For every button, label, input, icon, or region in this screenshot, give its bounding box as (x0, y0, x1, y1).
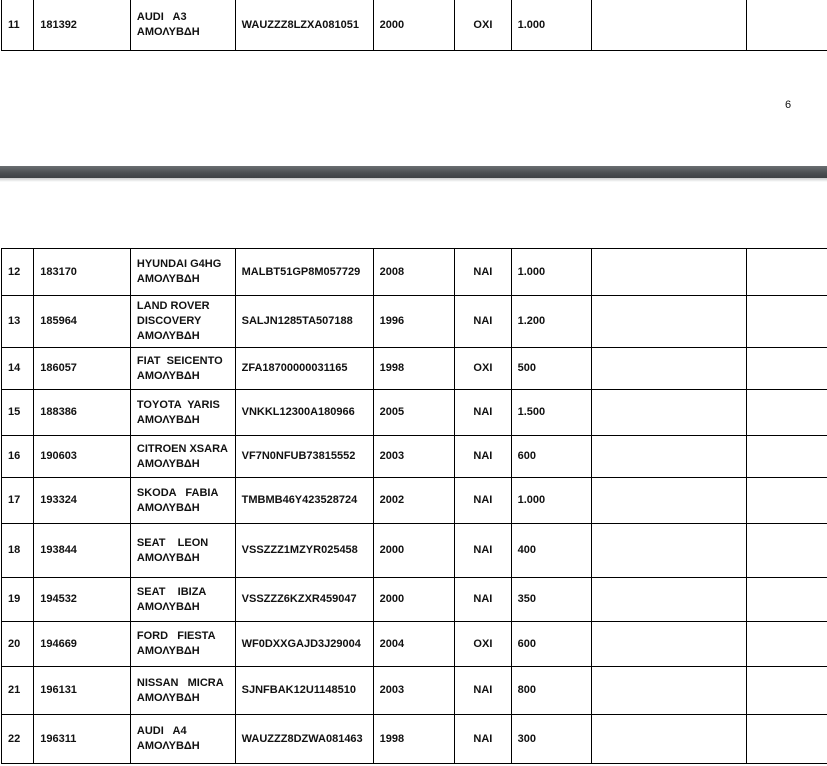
vehicle-vin: VF7N0NFUB73815552 (235, 436, 373, 478)
vehicle-table-bottom (1, 248, 827, 764)
vehicle-code: 190603 (34, 436, 131, 478)
model-line: SEAT IBIZA (136, 585, 207, 598)
model-line: ΑΜΟΛΥΒΔΗ (136, 691, 200, 704)
vehicle-unleaded: ΝΑΙ (455, 296, 511, 348)
vehicle-model (130, 524, 235, 578)
empty-cell (747, 0, 827, 51)
vehicle-model (130, 0, 235, 51)
model-line: ΑΜΟΛΥΒΔΗ (136, 551, 200, 564)
model-line: SEAT LEON (136, 536, 209, 549)
empty-cell (592, 436, 747, 478)
vehicle-unleaded: ΟΧΙ (455, 622, 511, 667)
empty-cell (592, 667, 747, 715)
row-number: 18 (2, 524, 34, 578)
vehicle-unleaded: ΝΑΙ (455, 390, 511, 436)
table-row (2, 715, 827, 764)
empty-cell (747, 296, 827, 348)
vehicle-price: 1.200 (511, 296, 592, 348)
empty-cell (747, 348, 827, 390)
vehicle-vin: TMBMB46Y423528724 (235, 478, 373, 524)
vehicle-model (130, 436, 235, 478)
empty-cell (592, 390, 747, 436)
empty-cell (747, 622, 827, 667)
vehicle-year: 1998 (373, 348, 455, 390)
empty-cell (747, 478, 827, 524)
vehicle-model (130, 348, 235, 390)
vehicle-price: 1.000 (511, 249, 592, 296)
vehicle-price: 800 (511, 667, 592, 715)
vehicle-unleaded: ΟΧΙ (455, 0, 511, 51)
vehicle-unleaded: ΟΧΙ (455, 348, 511, 390)
vehicle-year: 1998 (373, 715, 455, 764)
model-line: DISCOVERY (136, 315, 202, 327)
model-line: ΑΜΟΛΥΒΔΗ (136, 413, 200, 426)
vehicle-price: 350 (511, 578, 592, 622)
vehicle-unleaded: ΝΑΙ (455, 578, 511, 622)
row-number: 12 (2, 249, 34, 296)
empty-cell (592, 524, 747, 578)
table-row (2, 249, 827, 296)
model-line: ΑΜΟΛΥΒΔΗ (136, 26, 200, 38)
empty-cell (747, 715, 827, 764)
model-line: NISSAN MICRA (136, 676, 224, 689)
vehicle-code: 193844 (34, 524, 131, 578)
vehicle-year: 2000 (373, 524, 455, 578)
vehicle-vin: WAUZZZ8LZXA081051 (235, 0, 373, 51)
vehicle-year: 2008 (373, 249, 455, 296)
table-row (2, 578, 827, 622)
row-number: 11 (2, 0, 34, 51)
model-line: ΑΜΟΛΥΒΔΗ (136, 330, 200, 342)
empty-cell (747, 667, 827, 715)
vehicle-code: 194669 (34, 622, 131, 667)
vehicle-year: 2000 (373, 578, 455, 622)
row-number: 17 (2, 478, 34, 524)
model-line: ΑΜΟΛΥΒΔΗ (136, 273, 200, 285)
row-number: 21 (2, 667, 34, 715)
vehicle-vin: VSSZZZ6KZXR459047 (235, 578, 373, 622)
model-line: ΑΜΟΛΥΒΔΗ (136, 457, 200, 470)
vehicle-model (130, 667, 235, 715)
table-row (2, 667, 827, 715)
vehicle-vin: WAUZZZ8DZWA081463 (235, 715, 373, 764)
vehicle-price: 400 (511, 524, 592, 578)
empty-cell (592, 0, 747, 51)
page-number: 6 (785, 99, 792, 111)
table-row (2, 0, 827, 51)
vehicle-unleaded: ΝΑΙ (455, 715, 511, 764)
table-row (2, 524, 827, 578)
vehicle-year: 2004 (373, 622, 455, 667)
row-number: 20 (2, 622, 34, 667)
vehicle-code: 193324 (34, 478, 131, 524)
page-separator-shadow (0, 178, 827, 182)
empty-cell (592, 249, 747, 296)
table-row (2, 478, 827, 524)
model-line: AUDI A4 (136, 725, 187, 737)
vehicle-price: 600 (511, 436, 592, 478)
model-line: ΑΜΟΛΥΒΔΗ (136, 501, 200, 514)
empty-cell (592, 478, 747, 524)
vehicle-vin: SALJN1285TA507188 (235, 296, 373, 348)
table-row (2, 390, 827, 436)
page-separator (0, 166, 827, 178)
vehicle-unleaded: ΝΑΙ (455, 436, 511, 478)
vehicle-code: 196311 (34, 715, 131, 764)
model-line: TOYOTA YARIS (136, 398, 220, 411)
model-line: AUDI A3 (136, 11, 187, 23)
model-line: FIAT SEICENTO (136, 354, 223, 367)
vehicle-model (130, 478, 235, 524)
vehicle-year: 2003 (373, 436, 455, 478)
vehicle-code: 185964 (34, 296, 131, 348)
vehicle-price: 300 (511, 715, 592, 764)
model-line: ΑΜΟΛΥΒΔΗ (136, 645, 200, 657)
empty-cell (747, 436, 827, 478)
empty-cell (747, 390, 827, 436)
vehicle-model (130, 578, 235, 622)
vehicle-model (130, 249, 235, 296)
row-number: 22 (2, 715, 34, 764)
vehicle-model (130, 296, 235, 348)
vehicle-model (130, 390, 235, 436)
model-line: LAND ROVER (136, 300, 210, 312)
table-row (2, 436, 827, 478)
vehicle-price: 1.000 (511, 478, 592, 524)
model-line: ΑΜΟΛΥΒΔΗ (136, 600, 200, 613)
vehicle-code: 181392 (34, 0, 131, 51)
table-row (2, 348, 827, 390)
model-line: SKODA FABIA (136, 486, 219, 499)
vehicle-table-top (1, 0, 827, 51)
empty-cell (592, 348, 747, 390)
empty-cell (747, 249, 827, 296)
empty-cell (592, 578, 747, 622)
model-line: HYUNDAI G4HG (136, 258, 222, 270)
row-number: 14 (2, 348, 34, 390)
vehicle-vin: WF0DXXGAJD3J29004 (235, 622, 373, 667)
table-row (2, 296, 827, 348)
vehicle-vin: SJNFBAK12U1148510 (235, 667, 373, 715)
vehicle-year: 2003 (373, 667, 455, 715)
vehicle-code: 188386 (34, 390, 131, 436)
vehicle-model (130, 622, 235, 667)
vehicle-vin: VSSZZZ1MZYR025458 (235, 524, 373, 578)
row-number: 19 (2, 578, 34, 622)
empty-cell (592, 715, 747, 764)
vehicle-year: 2005 (373, 390, 455, 436)
vehicle-unleaded: ΝΑΙ (455, 524, 511, 578)
vehicle-unleaded: ΝΑΙ (455, 667, 511, 715)
model-line: ΑΜΟΛΥΒΔΗ (136, 740, 200, 752)
empty-cell (747, 578, 827, 622)
model-line: FORD FIESTA (136, 630, 216, 642)
row-number: 15 (2, 390, 34, 436)
vehicle-price: 500 (511, 348, 592, 390)
vehicle-price: 1.000 (511, 0, 592, 51)
row-number: 16 (2, 436, 34, 478)
row-number: 13 (2, 296, 34, 348)
vehicle-unleaded: ΝΑΙ (455, 249, 511, 296)
empty-cell (747, 524, 827, 578)
vehicle-vin: ZFA18700000031165 (235, 348, 373, 390)
empty-cell (592, 622, 747, 667)
vehicle-unleaded: ΝΑΙ (455, 478, 511, 524)
vehicle-code: 194532 (34, 578, 131, 622)
vehicle-model (130, 715, 235, 764)
vehicle-price: 600 (511, 622, 592, 667)
model-line: CITROEN XSARA (136, 442, 228, 455)
vehicle-code: 196131 (34, 667, 131, 715)
table-row (2, 622, 827, 667)
vehicle-year: 2002 (373, 478, 455, 524)
vehicle-year: 2000 (373, 0, 455, 51)
vehicle-vin: VNKKL12300A180966 (235, 390, 373, 436)
vehicle-year: 1996 (373, 296, 455, 348)
vehicle-code: 183170 (34, 249, 131, 296)
vehicle-price: 1.500 (511, 390, 592, 436)
vehicle-vin: MALBT51GP8M057729 (235, 249, 373, 296)
empty-cell (592, 296, 747, 348)
model-line: ΑΜΟΛΥΒΔΗ (136, 369, 200, 382)
vehicle-code: 186057 (34, 348, 131, 390)
